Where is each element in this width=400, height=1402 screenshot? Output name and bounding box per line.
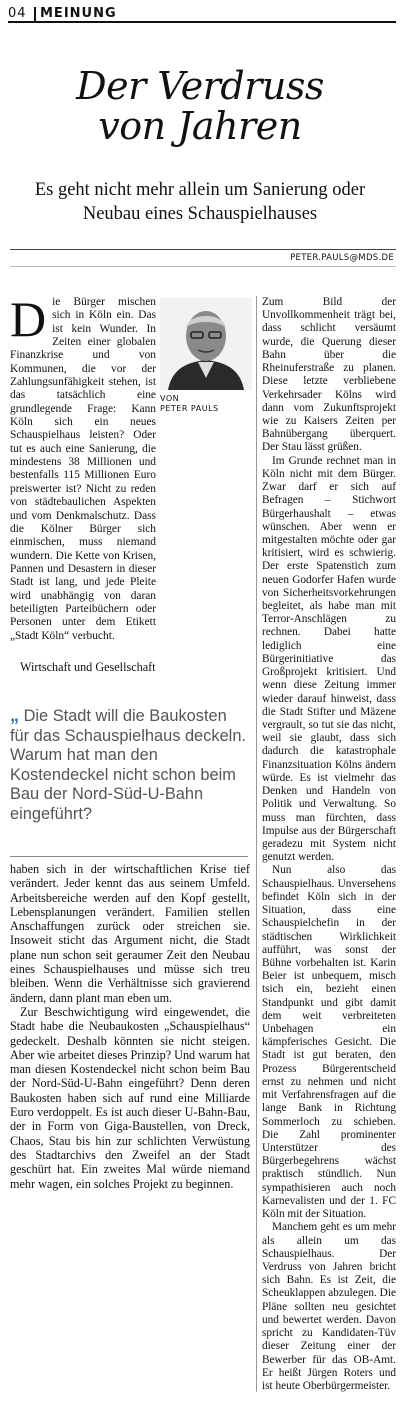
- pull-quote: „ Die Stadt will die Baukosten für das Schauspielhaus deckeln. Warum hat man den Kostendeckel nicht schon beim Bau der Nord-Süd-U-Bahn eingeführt?: [10, 705, 246, 823]
- article-paragraph: Wirtschaft und Gesellschaft: [20, 660, 156, 674]
- article-paragraph: Manchem geht es um mehr als allein um das Schauspielhaus. Der Verdruss von Jahren bricht sich Bahn. Es ist Zeit, die Scheuklappen abzulegen. Die Pläne sollten neu gesichtet und bewertet werden. Davon spricht zu Kandidaten-Tüv dieser Zeitung einer der Bewerber für das OB-Amt. Er heißt Jürgen Roters und ist heute Oberbürgermeister.: [262, 1221, 396, 1392]
- column-divider: [256, 296, 257, 1392]
- section-header: [8, 6, 396, 23]
- author-byline: VON PETER PAULS: [160, 394, 219, 413]
- headline: [0, 66, 400, 146]
- article-paragraph: Nun also das Schauspielhaus. Unversehens befindet Köln sich in der Situation, dass eine Schauspielchefin in der städtischen Wirklichkeit aufführt, was sonst der Bühne vorbehalten ist. Karin Beier ist unbequem, misch tsich ein, bezieht einen Standpunkt und gibt damit dem weit verbreiteten Unbehagen ein kämpferisches Gesicht. Die Stadt ist gut beraten, den Prozess Bürgerentscheid ernst zu nehmen und nicht mit Verfahrensfragen auf die lange Bank in Richtung Sommerloch zu schieben. Die Zahl prominenter Unterstützer des Bürgerbegehrens wächst praktisch stündlich. Nun sympathisieren auch noch Karnevalisten und der 1. FC Köln mit der Situation.: [262, 864, 396, 1221]
- column-2: [262, 296, 396, 1393]
- drop-cap: D: [10, 291, 47, 347]
- divider: [10, 856, 248, 857]
- section-title: MEINUNG: [40, 6, 117, 21]
- article-paragraph: Im Grunde rechnet man in Köln nicht mit dem Bürger. Zwar darf er sich auf Befragen – Stichwort Bürgerhaushalt – etwas wünschen. Aber wenn er mitgestalten möchte oder gar kritisiert, wird es schwierig. Der erste Spatenstich zum neuen Godorfer Hafen wurde von Sicherheitsvorkehrungen begleitet, als habe man mit Terror-Anschlägen zu rechnen. Dabei hatte lediglich eine Bürgerinitiative das Großprojekt kritisiert. Und wenn diese Zeitung immer wieder darauf hinweist, dass die Stadt Stifter und Mäzene vergrault, so tut sie das nicht, weil sie glaubt, dass sich dadurch die katastrophale Finanzsituation Kölns ändern würde. Es ist vielmehr das Denken und Handeln von Politik und Verwaltung. So muss man fürchten, dass Impulse aus der Bürgerschaft geradezu mit System nicht genutzt werden.: [262, 454, 396, 864]
- headline-line-2: von Jahren: [98, 104, 302, 148]
- article-paragraph: Die Bürger mischen sich in Köln ein. Das ist kein Wunder. In Zeiten einer globalen Finanzkrise und von Kommunen, die vor der Zahlungsunfähigkeit stehen, ist das tatsächlich eine grundlegende Frage: Kann Köln sich ein neues Schauspielhaus leisten? Oder tut es auch eine Sanierung, die mindestens 38 Millionen und bestenfalls 115 Millionen Euro preiswerter ist? Nicht zu reden von städtebaulichen Aspekten und vom Denkmalschutz. Dass die Kölner Bürger sich einmischen, muss niemand wundern. Die Kette von Krisen, Pannen und Desastern in dieser Stadt ist lang, und jede Pleite wird unabhängig von daran beteiligten Parteibüchern oder Personen unter dem Etikett „Stadt Köln“ verbucht.: [10, 291, 156, 642]
- column-1-lower: [10, 660, 250, 674]
- article-paragraph: haben sich in der wirtschaftlichen Krise tief verändert. Jeder kennt das aus seinem Umfeld. Arbeitsbereiche werden auf den Kopf gestellt, Lebensplanungen verändert. Familien stellen Anschaffungen zurück oder streichen sie. Insoweit sticht das Argument nicht, die Stadt plane nun schon seit geraumer Zeit den Neubau eines Schauspielhauses und müsse sich treu bleiben. Wenn die Verhältnisse sich gravierend ändern, dann plant man eben um.: [10, 862, 250, 1005]
- quote-icon: „: [10, 705, 19, 725]
- subheadline: Es geht nicht mehr allein um Sanierung oder Neubau eines Schauspielhauses: [34, 180, 366, 224]
- column-1-bottom: [10, 862, 250, 1191]
- author-email[interactable]: PETER.PAULS@MDS.DE: [290, 253, 394, 263]
- page-number: 04: [8, 6, 27, 21]
- column-1-top: [10, 291, 156, 643]
- article-paragraph: Zur Beschwichtigung wird eingewendet, die Stadt habe die Neubaukosten „Schauspielhaus“ gedeckelt. Deshalb könnten sie nicht steigen. Aber wie arbeitet dieses Prinzip? Und warum hat man diesen Kostendeckel nicht schon beim Bau der Nord-Süd-U-Bahn eingeführt? Denn deren Baukosten haben sich auf rund eine Milliarde Euro verdoppelt. Es ist auch dieser U-Bahn-Bau, der in Form von Giga-Baustellen, von Dreck, Chaos, Stau bis hin zur schlichten Verwüstung des Stadtarchivs den Zweifel an der Stadt geschürt hat. Ein zweites Mal würde niemand mehr wagen, ein solches Projekt zu beginnen.: [10, 1004, 250, 1191]
- divider: [10, 266, 396, 267]
- author-portrait: [160, 298, 252, 390]
- article-paragraph: Zum Bild der Unvollkommenheit trägt bei, dass schlicht versäumt wurde, die Querung dieser Bahn über die Rheinuferstraße zu planen. Diese letzte verbliebene Verkehrsader Kölns wird dann vom Zukunftsprojekt wie zu Kaisers Zeiten per Bahnübergang überquert. Der Stau lässt grüßen.: [262, 296, 396, 454]
- header-divider: [34, 7, 36, 21]
- divider: [10, 249, 396, 250]
- headline-line-1: Der Verdruss: [76, 64, 324, 108]
